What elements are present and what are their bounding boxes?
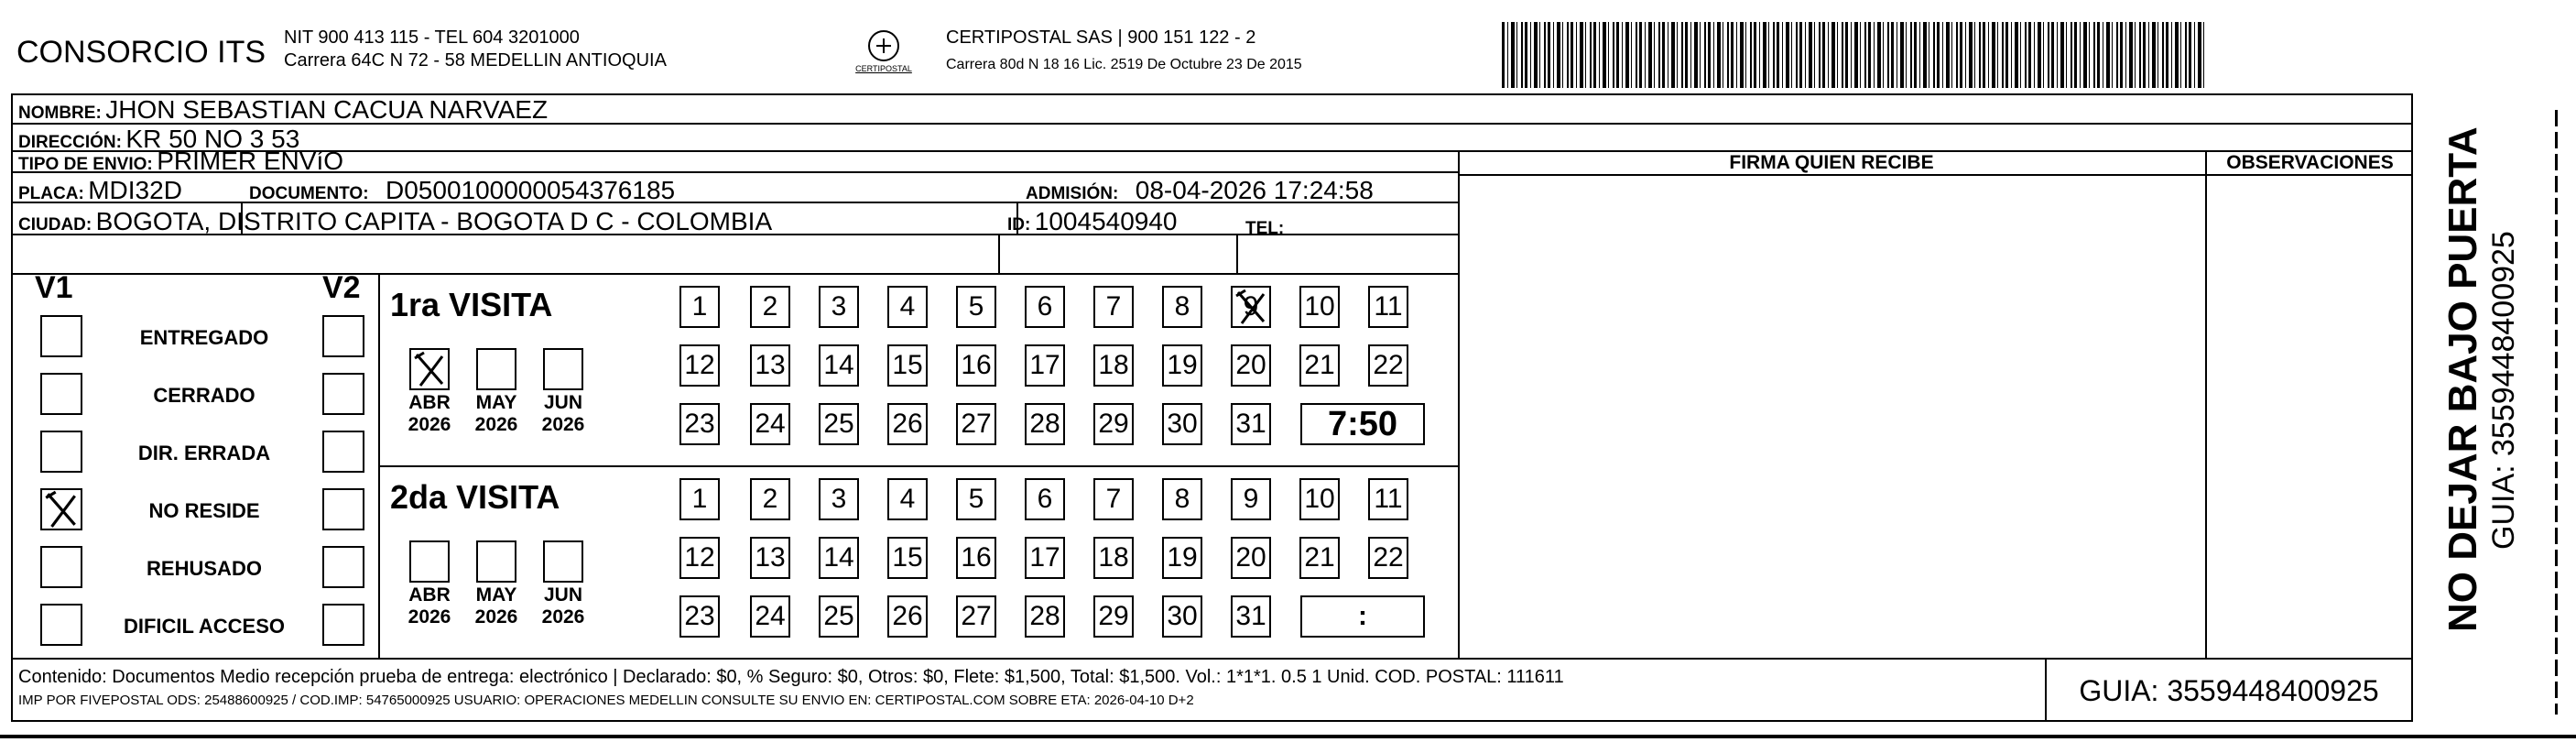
admision-value: 08-04-2026 17:24:58 — [1135, 176, 1374, 204]
month-label — [531, 584, 595, 628]
day-number: 16 — [961, 350, 992, 380]
direccion-value: KR 50 NO 3 53 — [125, 125, 300, 153]
day-number: 18 — [1098, 350, 1129, 380]
day-box[interactable] — [887, 344, 928, 387]
day-box[interactable] — [750, 286, 790, 328]
side-guia: GUIA: 3559448400925 — [2486, 231, 2521, 550]
day-number: 5 — [968, 484, 984, 514]
day-number: 11 — [1374, 484, 1403, 514]
v2-checkbox[interactable] — [322, 546, 364, 588]
day-number: 22 — [1373, 350, 1404, 380]
day-number: 21 — [1304, 350, 1335, 380]
day-number: 11 — [1374, 291, 1403, 322]
day-number: 12 — [684, 542, 715, 573]
day-box[interactable] — [679, 537, 720, 579]
company-name: CONSORCIO ITS — [16, 35, 266, 70]
day-box[interactable] — [1368, 286, 1408, 328]
row-tel — [1245, 211, 1284, 240]
day-number: 2 — [762, 291, 778, 322]
day-box[interactable] — [819, 344, 859, 387]
day-box[interactable] — [1299, 478, 1340, 520]
day-box[interactable] — [956, 537, 996, 579]
v1-checkbox[interactable] — [40, 315, 82, 357]
day-number: 15 — [892, 350, 923, 380]
day-number: 14 — [823, 350, 854, 380]
time-field[interactable] — [1300, 595, 1425, 638]
day-number: 27 — [961, 601, 992, 631]
status-label: ENTREGADO — [139, 326, 269, 349]
id-value: 1004540940 — [1034, 207, 1178, 235]
status-label: NO RESIDE — [148, 499, 260, 522]
bottom-edge-line — [0, 735, 2576, 738]
month-checkbox[interactable] — [476, 348, 516, 390]
day-box[interactable] — [1093, 537, 1134, 579]
day-box[interactable] — [819, 537, 859, 579]
day-number: 9 — [1243, 484, 1259, 514]
footer-content: Contenido: Documentos Medio recepción prueba de entrega: electrónico | Declarado: $0, % Seguro: $0, Otros: $0, Flete: $1,500, Total: $1,500. Vol.: 1*1*1. 0.5 1 Unid. COD. POSTAL: 111611 — [18, 667, 1564, 687]
status-label: CERRADO — [153, 384, 255, 407]
day-number: 19 — [1167, 542, 1198, 573]
day-box[interactable] — [679, 344, 720, 387]
day-number: 7 — [1105, 484, 1122, 514]
day-box[interactable] — [679, 595, 720, 638]
tipo-label: TIPO DE ENVIO: — [18, 155, 153, 174]
day-number: 24 — [755, 409, 786, 439]
day-number: 29 — [1098, 601, 1129, 631]
day-number: 25 — [823, 601, 854, 631]
day-box[interactable] — [1093, 286, 1134, 328]
day-box[interactable] — [1093, 403, 1134, 445]
day-box[interactable] — [1299, 537, 1340, 579]
day-number: 30 — [1167, 409, 1198, 439]
day-number: 1 — [691, 484, 708, 514]
barcode — [1502, 22, 2207, 88]
day-number: 4 — [899, 484, 916, 514]
status-label: DIFICIL ACCESO — [123, 615, 285, 638]
day-box[interactable] — [1025, 286, 1065, 328]
time-value: : — [1358, 601, 1367, 631]
tipo-value: PRIMER ENVíO — [157, 147, 344, 175]
documento-value: D0500100000054376185 — [386, 176, 676, 204]
month-label — [397, 584, 462, 628]
day-box[interactable] — [956, 403, 996, 445]
nombre-value: JHON SEBASTIAN CACUA NARVAEZ — [105, 95, 549, 124]
v2-label: V2 — [322, 270, 361, 305]
month-text: MAY 2026 — [474, 584, 518, 628]
day-box[interactable] — [1025, 344, 1065, 387]
v1-label: V1 — [35, 270, 73, 305]
day-number: 10 — [1304, 484, 1335, 514]
row-admision — [1026, 176, 1374, 205]
day-box[interactable] — [887, 595, 928, 638]
day-box[interactable] — [819, 595, 859, 638]
month-checkbox[interactable] — [476, 540, 516, 583]
day-number: 31 — [1235, 409, 1266, 439]
day-number: 14 — [823, 542, 854, 573]
status-label: REHUSADO — [147, 557, 262, 580]
day-box[interactable] — [750, 595, 790, 638]
day-box[interactable] — [1093, 595, 1134, 638]
month-checkbox[interactable] — [543, 348, 583, 390]
footer-imp: IMP POR FIVEPOSTAL ODS: 25488600925 / COD.IMP: 54765000925 USUARIO: OPERACIONES MEDELLIN CONSULTE SU ENVIO EN: CERTIPOSTAL.COM SOBRE ETA: 2026-04-10 D+2 — [18, 693, 1194, 708]
row-placa — [18, 176, 182, 205]
day-box[interactable] — [1231, 595, 1271, 638]
day-box[interactable] — [679, 403, 720, 445]
day-box[interactable] — [1025, 478, 1065, 520]
day-number: 6 — [1037, 291, 1053, 322]
day-box[interactable] — [1299, 286, 1340, 328]
day-box[interactable] — [956, 286, 996, 328]
firma-header: FIRMA QUIEN RECIBE — [1729, 152, 1934, 173]
day-box[interactable] — [1162, 537, 1202, 579]
day-box[interactable] — [1162, 478, 1202, 520]
month-checkbox[interactable] — [543, 540, 583, 583]
day-box[interactable] — [750, 478, 790, 520]
day-number: 25 — [823, 409, 854, 439]
day-number: 5 — [968, 291, 984, 322]
day-box[interactable] — [887, 286, 928, 328]
v2-checkbox[interactable] — [322, 604, 364, 646]
v1-checkbox[interactable] — [40, 488, 82, 530]
day-number: 17 — [1029, 350, 1060, 380]
right-edge-line — [2555, 110, 2558, 715]
day-box[interactable] — [1162, 595, 1202, 638]
admision-label: ADMISIÓN: — [1026, 184, 1119, 203]
carrier-address: Carrera 80d N 18 16 Lic. 2519 De Octubre 23 De 2015 — [946, 57, 1302, 72]
day-number: 21 — [1304, 542, 1335, 573]
row-documento — [249, 176, 675, 205]
day-number: 20 — [1235, 350, 1266, 380]
month-text: JUN 2026 — [541, 584, 585, 628]
time-value: 7:50 — [1327, 404, 1398, 443]
v2-checkbox[interactable] — [322, 488, 364, 530]
day-box[interactable] — [1231, 478, 1271, 520]
day-box[interactable] — [679, 286, 720, 328]
documento-label: DOCUMENTO: — [249, 184, 369, 203]
day-box[interactable] — [887, 537, 928, 579]
day-number: 23 — [684, 601, 715, 631]
v2-checkbox[interactable] — [322, 431, 364, 473]
day-number: 6 — [1037, 484, 1053, 514]
month-label — [531, 392, 595, 436]
v1-checkbox[interactable] — [40, 373, 82, 415]
day-number: 3 — [831, 484, 847, 514]
day-number: 18 — [1098, 542, 1129, 573]
row-id — [1007, 207, 1178, 236]
day-box[interactable] — [1231, 403, 1271, 445]
row-tipo — [18, 147, 343, 176]
footer-guia: GUIA: 3559448400925 — [2079, 674, 2379, 707]
day-number: 7 — [1105, 291, 1122, 322]
day-box[interactable] — [750, 537, 790, 579]
month-label — [464, 584, 528, 628]
day-box[interactable] — [750, 403, 790, 445]
month-label — [464, 392, 528, 436]
day-number: 8 — [1174, 291, 1190, 322]
ciudad-value: BOGOTA, DISTRITO CAPITA - BOGOTA D C - COLOMBIA — [95, 207, 773, 235]
v2-checkbox[interactable] — [322, 373, 364, 415]
tel-label: TEL: — [1245, 219, 1285, 238]
day-number: 28 — [1029, 409, 1060, 439]
day-box[interactable] — [1093, 478, 1134, 520]
day-box[interactable] — [819, 403, 859, 445]
day-box[interactable] — [956, 595, 996, 638]
row-ciudad — [18, 207, 772, 236]
month-text: ABR 2026 — [408, 584, 451, 628]
id-label: ID: — [1007, 215, 1031, 235]
day-box[interactable] — [1162, 286, 1202, 328]
day-box[interactable] — [1231, 286, 1271, 328]
month-text: JUN 2026 — [541, 392, 585, 435]
day-number: 26 — [892, 601, 923, 631]
day-number: 24 — [755, 601, 786, 631]
placa-label: PLACA: — [18, 184, 84, 203]
ciudad-label: CIUDAD: — [18, 215, 92, 235]
month-text: ABR 2026 — [408, 392, 451, 435]
day-number: 16 — [961, 542, 992, 573]
day-box[interactable] — [1093, 344, 1134, 387]
day-box[interactable] — [819, 286, 859, 328]
day-number: 23 — [684, 409, 715, 439]
company-address: Carrera 64C N 72 - 58 MEDELLIN ANTIOQUIA — [284, 50, 667, 71]
v1-checkbox[interactable] — [40, 546, 82, 588]
logo-text: CERTIPOSTAL — [855, 64, 912, 73]
day-box[interactable] — [1368, 478, 1408, 520]
day-number: 17 — [1029, 542, 1060, 573]
day-number: 22 — [1373, 542, 1404, 573]
day-number: 2 — [762, 484, 778, 514]
day-number: 13 — [755, 542, 786, 573]
day-box[interactable] — [956, 478, 996, 520]
day-number: 31 — [1235, 601, 1266, 631]
visit-title: 2da VISITA — [390, 478, 560, 516]
day-box[interactable] — [1368, 344, 1408, 387]
day-box[interactable] — [1231, 537, 1271, 579]
day-box[interactable] — [1025, 537, 1065, 579]
day-box[interactable] — [1025, 595, 1065, 638]
day-box[interactable] — [956, 344, 996, 387]
day-number: 1 — [691, 291, 708, 322]
day-number: 9 — [1243, 291, 1259, 322]
carrier-name: CERTIPOSTAL SAS | 900 151 122 - 2 — [946, 27, 1256, 48]
month-checkbox[interactable] — [409, 348, 450, 390]
row-nombre — [18, 95, 548, 125]
day-box[interactable] — [1025, 403, 1065, 445]
day-box[interactable] — [887, 403, 928, 445]
day-box[interactable] — [819, 478, 859, 520]
v1-checkbox[interactable] — [40, 431, 82, 473]
day-box[interactable] — [887, 478, 928, 520]
day-box[interactable] — [1162, 403, 1202, 445]
month-checkbox[interactable] — [409, 540, 450, 583]
visit-title: 1ra VISITA — [390, 286, 553, 323]
day-box[interactable] — [679, 478, 720, 520]
day-number: 19 — [1167, 350, 1198, 380]
placa-value: MDI32D — [88, 176, 182, 204]
day-box[interactable] — [1231, 344, 1271, 387]
day-box[interactable] — [1368, 537, 1408, 579]
day-box[interactable] — [750, 344, 790, 387]
certipostal-logo-icon — [856, 26, 911, 81]
status-label: DIR. ERRADA — [137, 442, 271, 464]
day-number: 29 — [1098, 409, 1129, 439]
v2-checkbox[interactable] — [322, 315, 364, 357]
day-number: 30 — [1167, 601, 1198, 631]
direccion-label: DIRECCIÓN: — [18, 133, 122, 152]
month-text: MAY 2026 — [474, 392, 518, 435]
day-number: 3 — [831, 291, 847, 322]
company-nit: NIT 900 413 115 - TEL 604 3201000 — [284, 27, 580, 48]
nombre-label: NOMBRE: — [18, 104, 102, 123]
day-number: 28 — [1029, 601, 1060, 631]
day-number: 27 — [961, 409, 992, 439]
day-number: 10 — [1304, 291, 1335, 322]
time-field[interactable] — [1300, 403, 1425, 445]
day-number: 12 — [684, 350, 715, 380]
day-number: 15 — [892, 542, 923, 573]
side-warning: NO DEJAR BAJO PUERTA — [2440, 126, 2485, 632]
day-number: 8 — [1174, 484, 1190, 514]
day-number: 4 — [899, 291, 916, 322]
month-label — [397, 392, 462, 436]
day-box[interactable] — [1162, 344, 1202, 387]
day-number: 26 — [892, 409, 923, 439]
day-number: 13 — [755, 350, 786, 380]
day-box[interactable] — [1299, 344, 1340, 387]
observaciones-header: OBSERVACIONES — [2226, 152, 2394, 173]
day-number: 20 — [1235, 542, 1266, 573]
v1-checkbox[interactable] — [40, 604, 82, 646]
